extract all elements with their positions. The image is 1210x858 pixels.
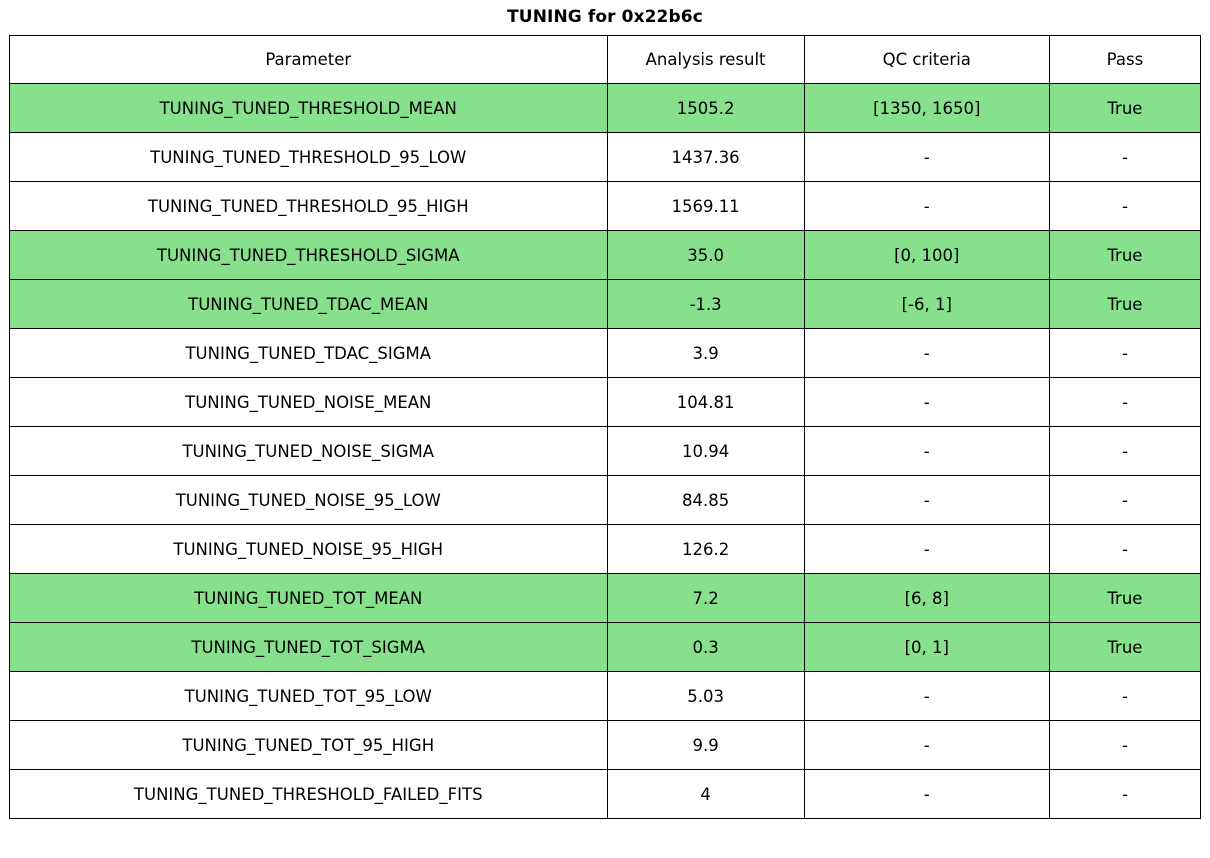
table-row — [10, 770, 1201, 819]
qc-criteria-cell: [-6, 1] — [804, 280, 1049, 329]
pass-cell: - — [1049, 476, 1200, 525]
analysis-result-cell: 10.94 — [607, 427, 804, 476]
qc-criteria-cell: - — [804, 378, 1049, 427]
analysis-result-cell: 0.3 — [607, 623, 804, 672]
pass-cell: - — [1049, 329, 1200, 378]
table-row — [10, 280, 1201, 329]
qc-criteria-cell: - — [804, 525, 1049, 574]
parameter-cell: TUNING_TUNED_THRESHOLD_FAILED_FITS — [10, 770, 608, 819]
parameter-cell: TUNING_TUNED_NOISE_SIGMA — [10, 427, 608, 476]
analysis-result-cell: 7.2 — [607, 574, 804, 623]
pass-cell: True — [1049, 231, 1200, 280]
analysis-result-cell: 5.03 — [607, 672, 804, 721]
pass-cell: True — [1049, 280, 1200, 329]
table-row — [10, 623, 1201, 672]
table-row — [10, 329, 1201, 378]
qc-criteria-cell: [0, 1] — [804, 623, 1049, 672]
table-row — [10, 672, 1201, 721]
parameter-cell: TUNING_TUNED_NOISE_95_HIGH — [10, 525, 608, 574]
parameter-cell: TUNING_TUNED_TDAC_MEAN — [10, 280, 608, 329]
column-header-pass: Pass — [1049, 36, 1200, 84]
analysis-result-cell: 3.9 — [607, 329, 804, 378]
analysis-result-cell: 126.2 — [607, 525, 804, 574]
table-header — [10, 36, 1201, 84]
table-row — [10, 476, 1201, 525]
pass-cell: True — [1049, 623, 1200, 672]
pass-cell: - — [1049, 525, 1200, 574]
column-header-parameter: Parameter — [10, 36, 608, 84]
analysis-result-cell: 1569.11 — [607, 182, 804, 231]
table-row — [10, 231, 1201, 280]
parameter-cell: TUNING_TUNED_THRESHOLD_95_LOW — [10, 133, 608, 182]
qc-criteria-cell: - — [804, 427, 1049, 476]
parameter-cell: TUNING_TUNED_THRESHOLD_MEAN — [10, 84, 608, 133]
table-row — [10, 574, 1201, 623]
qc-results-table — [9, 35, 1201, 819]
qc-criteria-cell: - — [804, 329, 1049, 378]
analysis-result-cell: 9.9 — [607, 721, 804, 770]
qc-criteria-cell: [6, 8] — [804, 574, 1049, 623]
table-row — [10, 427, 1201, 476]
pass-cell: - — [1049, 770, 1200, 819]
pass-cell: - — [1049, 182, 1200, 231]
page-title: TUNING for 0x22b6c — [507, 7, 703, 27]
analysis-result-cell: 4 — [607, 770, 804, 819]
qc-criteria-cell: [0, 100] — [804, 231, 1049, 280]
pass-cell: True — [1049, 84, 1200, 133]
table-row — [10, 378, 1201, 427]
pass-cell: True — [1049, 574, 1200, 623]
qc-criteria-cell: - — [804, 672, 1049, 721]
parameter-cell: TUNING_TUNED_TOT_MEAN — [10, 574, 608, 623]
table-row — [10, 525, 1201, 574]
analysis-result-cell: -1.3 — [607, 280, 804, 329]
analysis-result-cell: 84.85 — [607, 476, 804, 525]
column-header-qc-criteria: QC criteria — [804, 36, 1049, 84]
table-header-row — [10, 36, 1201, 84]
parameter-cell: TUNING_TUNED_TDAC_SIGMA — [10, 329, 608, 378]
table-row — [10, 182, 1201, 231]
table-row — [10, 133, 1201, 182]
qc-criteria-cell: - — [804, 133, 1049, 182]
parameter-cell: TUNING_TUNED_THRESHOLD_SIGMA — [10, 231, 608, 280]
analysis-result-cell: 104.81 — [607, 378, 804, 427]
analysis-result-cell: 1505.2 — [607, 84, 804, 133]
qc-criteria-cell: - — [804, 476, 1049, 525]
qc-criteria-cell: - — [804, 721, 1049, 770]
analysis-result-cell: 35.0 — [607, 231, 804, 280]
parameter-cell: TUNING_TUNED_TOT_95_HIGH — [10, 721, 608, 770]
column-header-analysis-result: Analysis result — [607, 36, 804, 84]
parameter-cell: TUNING_TUNED_TOT_95_LOW — [10, 672, 608, 721]
table-row — [10, 721, 1201, 770]
pass-cell: - — [1049, 721, 1200, 770]
parameter-cell: TUNING_TUNED_THRESHOLD_95_HIGH — [10, 182, 608, 231]
qc-criteria-cell: - — [804, 770, 1049, 819]
analysis-result-cell: 1437.36 — [607, 133, 804, 182]
table-row — [10, 84, 1201, 133]
parameter-cell: TUNING_TUNED_TOT_SIGMA — [10, 623, 608, 672]
pass-cell: - — [1049, 133, 1200, 182]
pass-cell: - — [1049, 672, 1200, 721]
table-body — [10, 84, 1201, 819]
qc-criteria-cell: - — [804, 182, 1049, 231]
parameter-cell: TUNING_TUNED_NOISE_95_LOW — [10, 476, 608, 525]
parameter-cell: TUNING_TUNED_NOISE_MEAN — [10, 378, 608, 427]
pass-cell: - — [1049, 378, 1200, 427]
pass-cell: - — [1049, 427, 1200, 476]
table-container — [0, 35, 1210, 819]
qc-criteria-cell: [1350, 1650] — [804, 84, 1049, 133]
